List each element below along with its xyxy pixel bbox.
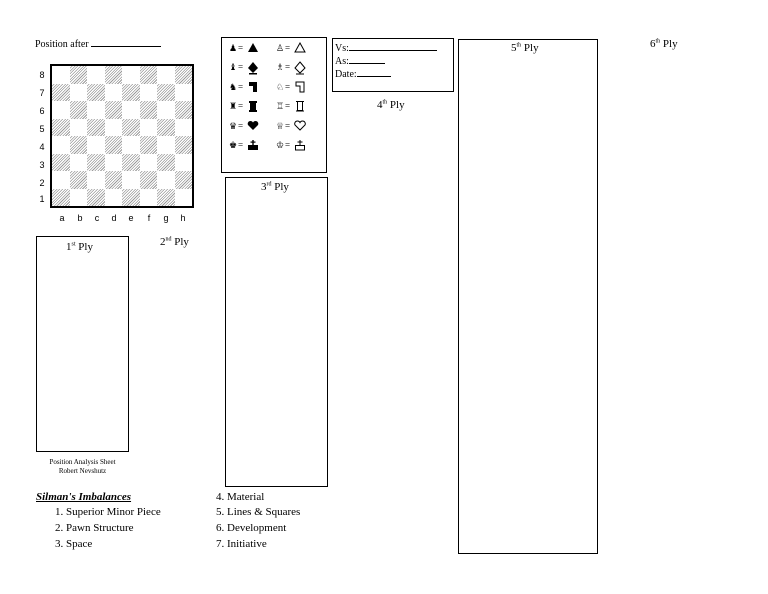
square-h1[interactable] xyxy=(175,189,193,207)
square-b2[interactable] xyxy=(70,171,88,189)
rank-label-6: 6 xyxy=(39,106,45,116)
square-g4[interactable] xyxy=(157,136,175,154)
black-king-glyph: ♚ xyxy=(228,139,238,150)
ply-4-word: Ply xyxy=(387,99,405,111)
sheet-credit xyxy=(36,458,129,476)
black-queen-glyph: ♛ xyxy=(228,120,238,131)
legend-equals: = xyxy=(238,140,244,150)
imbalance-item-2: 2. Pawn Structure xyxy=(55,522,134,534)
vs-label: Vs: xyxy=(335,43,349,54)
square-a8[interactable] xyxy=(52,66,70,84)
square-f4[interactable] xyxy=(140,136,158,154)
square-a6[interactable] xyxy=(52,101,70,119)
ply-2-number: 2 xyxy=(160,236,166,248)
legend-row-pawn xyxy=(228,42,308,54)
sheet-author: Robert Nevshutz xyxy=(58,467,107,475)
game-info-fields xyxy=(335,42,437,81)
ply-3-suffix: rd xyxy=(266,181,272,188)
square-e6[interactable] xyxy=(122,101,140,119)
ply-1-suffix: st xyxy=(71,241,76,248)
position-after-label xyxy=(35,37,161,50)
square-e5[interactable] xyxy=(122,119,140,137)
ply-3-number: 3 xyxy=(261,181,267,193)
square-a3[interactable] xyxy=(52,154,70,172)
file-label-b: b xyxy=(77,213,83,223)
square-c1[interactable] xyxy=(87,189,105,207)
square-h2[interactable] xyxy=(175,171,193,189)
hollow-triangle-icon xyxy=(294,42,308,54)
hollow-knight-hook-icon xyxy=(294,81,308,93)
ply-6-number: 6 xyxy=(650,38,656,50)
legend-equals: = xyxy=(238,43,244,53)
square-d1[interactable] xyxy=(105,189,123,207)
hollow-rook-icon xyxy=(294,100,308,112)
ply-1-number: 1 xyxy=(66,241,72,253)
filled-king-icon xyxy=(247,139,261,151)
imbalance-item-1: 1. Superior Minor Piece xyxy=(55,506,161,518)
as-field[interactable] xyxy=(349,55,385,64)
square-d4[interactable] xyxy=(105,136,123,154)
ply-4-label xyxy=(377,99,405,111)
black-pawn-glyph: ♟ xyxy=(228,42,238,53)
square-e2[interactable] xyxy=(122,171,140,189)
white-knight-glyph: ♘ xyxy=(275,81,285,92)
black-bishop-glyph: ♝ xyxy=(228,61,238,72)
square-d2[interactable] xyxy=(105,171,123,189)
ply-4-suffix: th xyxy=(382,99,388,106)
square-f5[interactable] xyxy=(140,119,158,137)
ply-2-suffix: nd xyxy=(165,236,172,243)
filled-knight-hook-icon xyxy=(247,81,261,93)
square-d7[interactable] xyxy=(105,84,123,102)
legend-equals: = xyxy=(285,62,291,72)
square-e3[interactable] xyxy=(122,154,140,172)
imbalance-item-3: 3. Space xyxy=(55,538,93,550)
rank-label-3: 3 xyxy=(39,160,45,170)
white-king-glyph: ♔ xyxy=(275,139,285,150)
rank-label-8: 8 xyxy=(39,70,45,80)
file-label-h: h xyxy=(180,213,186,223)
square-b7[interactable] xyxy=(70,84,88,102)
file-label-g: g xyxy=(163,213,169,223)
white-queen-glyph: ♕ xyxy=(275,120,285,131)
square-a4[interactable] xyxy=(52,136,70,154)
square-h7[interactable] xyxy=(175,84,193,102)
square-b4[interactable] xyxy=(70,136,88,154)
position-after-text: Position after xyxy=(35,39,92,50)
filled-triangle-icon xyxy=(247,42,261,54)
square-d5[interactable] xyxy=(105,119,123,137)
square-c7[interactable] xyxy=(87,84,105,102)
filled-rook-icon xyxy=(247,100,261,112)
square-d3[interactable] xyxy=(105,154,123,172)
rank-label-2: 2 xyxy=(39,178,45,188)
square-g1[interactable] xyxy=(157,189,175,207)
ply-1-box[interactable] xyxy=(36,236,129,452)
square-c2[interactable] xyxy=(87,171,105,189)
legend-equals: = xyxy=(238,121,244,131)
file-label-d: d xyxy=(111,213,117,223)
rank-label-4: 4 xyxy=(39,142,45,152)
square-h6[interactable] xyxy=(175,101,193,119)
ply-6-word: Ply xyxy=(660,38,678,50)
file-label-a: a xyxy=(59,213,65,223)
square-c5[interactable] xyxy=(87,119,105,137)
square-b1[interactable] xyxy=(70,189,88,207)
square-a1[interactable] xyxy=(52,189,70,207)
ply-1-word: Ply xyxy=(75,241,93,253)
hollow-diamond-icon xyxy=(294,61,308,73)
ply-5-suffix: th xyxy=(516,42,522,49)
filled-heart-icon xyxy=(247,120,261,132)
imbalances-heading: Silman's Imbalances xyxy=(36,491,132,503)
rank-label-1: 1 xyxy=(39,194,45,204)
rank-label-5: 5 xyxy=(39,124,45,134)
square-b8[interactable] xyxy=(70,66,88,84)
legend-row-rook xyxy=(228,100,308,112)
square-g5[interactable] xyxy=(157,119,175,137)
ply-1-label xyxy=(66,241,93,253)
legend-row-king xyxy=(228,139,308,151)
square-g6[interactable] xyxy=(157,101,175,119)
ply-4-number: 4 xyxy=(377,99,383,111)
legend-equals: = xyxy=(238,62,244,72)
legend-equals: = xyxy=(285,82,291,92)
date-label: Date: xyxy=(335,69,357,80)
legend-row-knight xyxy=(228,81,308,93)
ply-6-suffix: th xyxy=(655,38,661,45)
ply-3-box[interactable] xyxy=(225,177,328,487)
position-after-blank[interactable] xyxy=(91,37,161,47)
date-field[interactable] xyxy=(357,68,391,77)
imbalance-item-5: 5. Lines & Squares xyxy=(216,506,301,518)
square-d6[interactable] xyxy=(105,101,123,119)
square-f7[interactable] xyxy=(140,84,158,102)
square-e7[interactable] xyxy=(122,84,140,102)
square-e4[interactable] xyxy=(122,136,140,154)
white-pawn-glyph: ♙ xyxy=(275,42,285,53)
imbalance-item-6: 6. Development xyxy=(216,522,287,534)
legend-row-bishop xyxy=(228,61,308,73)
white-bishop-glyph: ♗ xyxy=(275,61,285,72)
square-f2[interactable] xyxy=(140,171,158,189)
file-label-f: f xyxy=(147,213,151,223)
square-g2[interactable] xyxy=(157,171,175,189)
filled-bishop-diamond-icon xyxy=(247,61,261,73)
legend-equals: = xyxy=(285,121,291,131)
square-f1[interactable] xyxy=(140,189,158,207)
square-h3[interactable] xyxy=(175,154,193,172)
rank-label-7: 7 xyxy=(39,88,45,98)
ply-5-box[interactable] xyxy=(458,39,598,554)
square-h5[interactable] xyxy=(175,119,193,137)
square-c3[interactable] xyxy=(87,154,105,172)
square-f8[interactable] xyxy=(140,66,158,84)
imbalance-item-4: 4. Material xyxy=(216,491,265,503)
black-rook-glyph: ♜ xyxy=(228,100,238,111)
square-e1[interactable] xyxy=(122,189,140,207)
file-label-e: e xyxy=(128,213,134,223)
ply-5-label xyxy=(511,42,539,54)
square-f6[interactable] xyxy=(140,101,158,119)
ply-5-number: 5 xyxy=(511,42,517,54)
sheet-title: Position Analysis Sheet xyxy=(49,458,116,466)
black-knight-glyph: ♞ xyxy=(228,81,238,92)
square-c6[interactable] xyxy=(87,101,105,119)
ply-2-word: Ply xyxy=(171,236,189,248)
vs-field[interactable] xyxy=(349,42,437,51)
square-g3[interactable] xyxy=(157,154,175,172)
as-label: As: xyxy=(335,56,349,67)
legend-equals: = xyxy=(238,82,244,92)
square-b6[interactable] xyxy=(70,101,88,119)
ply-6-label xyxy=(650,38,678,50)
hollow-king-icon xyxy=(294,139,308,151)
square-c8[interactable] xyxy=(87,66,105,84)
legend-equals: = xyxy=(238,101,244,111)
square-g7[interactable] xyxy=(157,84,175,102)
chessboard[interactable] xyxy=(50,64,194,208)
legend-row-queen xyxy=(228,120,308,132)
square-b5[interactable] xyxy=(70,119,88,137)
ply-2-label xyxy=(160,236,189,248)
square-d8[interactable] xyxy=(105,66,123,84)
square-g8[interactable] xyxy=(157,66,175,84)
square-a7[interactable] xyxy=(52,84,70,102)
legend-equals: = xyxy=(285,43,291,53)
file-label-c: c xyxy=(94,213,100,223)
legend-equals: = xyxy=(285,101,291,111)
square-e8[interactable] xyxy=(122,66,140,84)
white-rook-glyph: ♖ xyxy=(275,100,285,111)
imbalance-item-7: 7. Initiative xyxy=(216,538,267,550)
hollow-heart-icon xyxy=(294,120,308,132)
legend-equals: = xyxy=(285,140,291,150)
square-c4[interactable] xyxy=(87,136,105,154)
ply-5-word: Ply xyxy=(521,42,539,54)
square-a5[interactable] xyxy=(52,119,70,137)
square-a2[interactable] xyxy=(52,171,70,189)
square-b3[interactable] xyxy=(70,154,88,172)
ply-3-word: Ply xyxy=(271,181,289,193)
square-h8[interactable] xyxy=(175,66,193,84)
ply-3-label xyxy=(261,181,289,193)
square-h4[interactable] xyxy=(175,136,193,154)
square-f3[interactable] xyxy=(140,154,158,172)
